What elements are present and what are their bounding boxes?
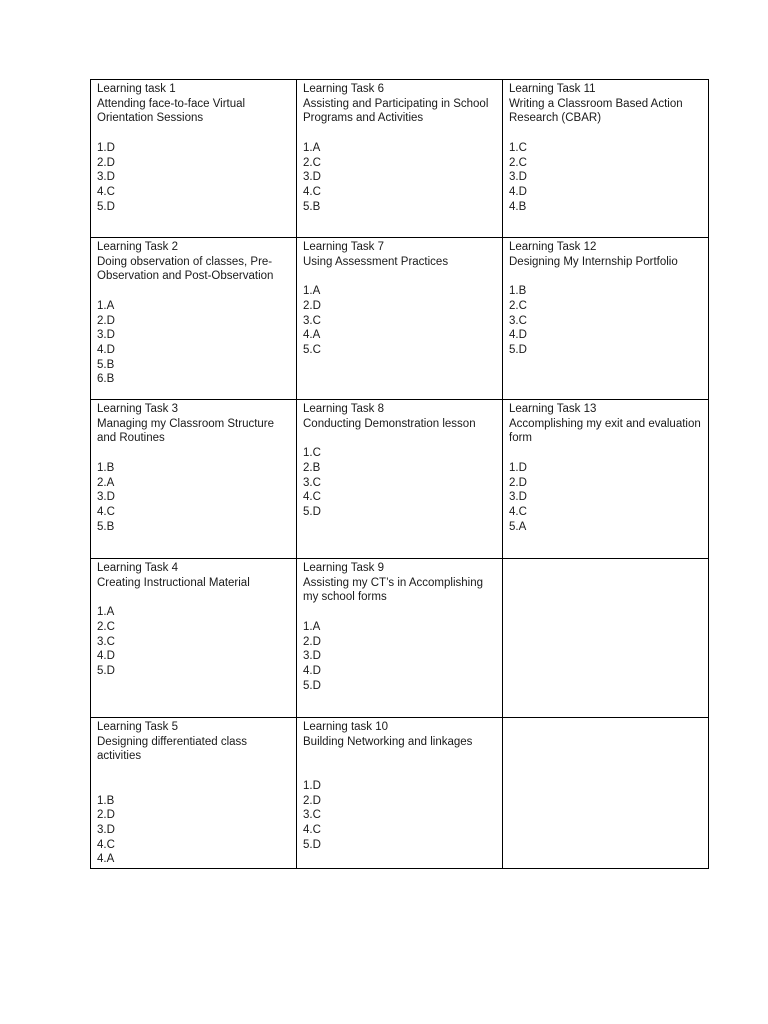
- learning-task-cell: [297, 80, 503, 238]
- answer-list: [509, 461, 702, 535]
- answer-list: [509, 141, 702, 215]
- answer-item: 5.D: [303, 838, 321, 851]
- answer-list: [97, 794, 290, 868]
- learning-task-cell: [297, 559, 503, 718]
- answer-item: 3.C: [509, 314, 527, 327]
- answer-item: 4.C: [97, 838, 115, 851]
- answer-item: 4.A: [303, 329, 321, 342]
- answer-item: 3.D: [303, 650, 321, 663]
- task-title: Learning Task 12: [509, 241, 597, 253]
- answer-item: 2.C: [509, 299, 527, 312]
- answer-item: 2.A: [97, 476, 115, 489]
- answer-key-table: [90, 79, 709, 869]
- answer-item: 3.D: [97, 329, 115, 342]
- learning-task-cell: [503, 400, 709, 559]
- task-title: Learning task 10: [303, 721, 389, 733]
- answer-item: 2.B: [303, 461, 321, 474]
- answer-item: 2.D: [303, 299, 321, 312]
- answer-item: 3.C: [97, 635, 115, 648]
- task-description: Conducting Demonstration lesson: [303, 417, 476, 430]
- answer-item: 4.A: [97, 853, 115, 866]
- answer-item: 2.D: [303, 794, 321, 807]
- answer-item: 1.D: [303, 779, 321, 792]
- answer-item: 5.B: [303, 200, 321, 213]
- answer-item: 5.D: [303, 679, 321, 692]
- task-title: Learning Task 2: [97, 241, 178, 253]
- answer-list: [97, 141, 290, 215]
- task-title: Learning task 1: [97, 83, 176, 95]
- task-title: Learning Task 4: [97, 562, 178, 574]
- answer-item: 3.D: [97, 823, 115, 836]
- task-description: Assisting and Participating in School Programs and Activities: [303, 97, 489, 125]
- task-description: Designing My Internship Portfolio: [509, 255, 678, 268]
- answer-item: 4.B: [509, 200, 527, 213]
- answer-item: 4.D: [97, 343, 115, 356]
- answer-list: [303, 284, 496, 358]
- task-description: Assisting my CT’s in Accomplishing my school forms: [303, 576, 484, 604]
- answer-item: 3.D: [97, 171, 115, 184]
- task-title: Learning Task 6: [303, 83, 384, 95]
- task-title: Learning Task 13: [509, 403, 597, 415]
- learning-task-cell: [91, 80, 297, 238]
- answer-item: 2.D: [509, 476, 527, 489]
- answer-item: 5.A: [509, 520, 527, 533]
- learning-task-cell: [91, 559, 297, 718]
- answer-item: 1.A: [97, 606, 115, 619]
- answer-item: 5.C: [303, 343, 321, 356]
- answer-list: [97, 299, 290, 387]
- answer-item: 1.C: [509, 141, 527, 154]
- task-title: Learning Task 5: [97, 721, 178, 733]
- task-description: Using Assessment Practices: [303, 255, 449, 268]
- answer-item: 2.C: [97, 620, 115, 633]
- answer-item: 1.A: [97, 299, 115, 312]
- task-description: Creating Instructional Material: [97, 576, 250, 589]
- table-row: [91, 718, 709, 869]
- answer-item: 4.D: [509, 185, 527, 198]
- answer-item: 2.D: [97, 809, 115, 822]
- answer-item: 5.D: [97, 664, 115, 677]
- answer-list: [303, 141, 496, 215]
- task-title: Learning Task 3: [97, 403, 178, 415]
- answer-item: 1.D: [97, 141, 115, 154]
- answer-item: 3.C: [303, 476, 321, 489]
- empty-cell: [503, 718, 709, 869]
- answer-item: 2.C: [303, 156, 321, 169]
- answer-item: 4.C: [303, 823, 321, 836]
- answer-list: [509, 284, 702, 358]
- answer-item: 3.D: [97, 491, 115, 504]
- answer-item: 2.C: [509, 156, 527, 169]
- answer-item: 5.D: [303, 505, 321, 518]
- answer-item: 2.D: [303, 635, 321, 648]
- learning-task-cell: [297, 238, 503, 400]
- task-description: Building Networking and linkages: [303, 735, 473, 748]
- answer-item: 1.A: [303, 141, 321, 154]
- table-row: [91, 80, 709, 238]
- answer-item: 1.C: [303, 447, 321, 460]
- answer-list: [303, 779, 496, 853]
- answer-item: 1.D: [509, 461, 527, 474]
- answer-item: 4.C: [97, 505, 115, 518]
- answer-item: 4.C: [303, 491, 321, 504]
- answer-item: 5.B: [97, 358, 115, 371]
- task-description: Doing observation of classes, Pre-Observation and Post-Observation: [97, 255, 274, 283]
- task-description: Attending face-to-face Virtual Orientation Sessions: [97, 97, 246, 125]
- answer-item: 2.D: [97, 156, 115, 169]
- answer-item: 1.B: [97, 794, 115, 807]
- answer-item: 3.D: [509, 171, 527, 184]
- answer-list: [303, 620, 496, 694]
- answer-item: 5.D: [509, 343, 527, 356]
- answer-list: [97, 605, 290, 679]
- answer-item: 4.C: [509, 505, 527, 518]
- learning-task-cell: [297, 400, 503, 559]
- task-title: Learning Task 7: [303, 241, 384, 253]
- table-row: [91, 559, 709, 718]
- learning-task-cell: [91, 718, 297, 869]
- answer-item: 4.C: [97, 185, 115, 198]
- learning-task-cell: [91, 400, 297, 559]
- answer-item: 4.D: [509, 329, 527, 342]
- learning-task-cell: [503, 238, 709, 400]
- table-row: [91, 238, 709, 400]
- task-title: Learning Task 9: [303, 562, 384, 574]
- answer-item: 1.A: [303, 620, 321, 633]
- answer-list: [97, 461, 290, 535]
- task-description: Accomplishing my exit and evaluation form: [509, 417, 701, 445]
- answer-item: 1.A: [303, 285, 321, 298]
- learning-task-cell: [297, 718, 503, 869]
- answer-item: 2.D: [97, 314, 115, 327]
- answer-item: 3.D: [509, 491, 527, 504]
- learning-task-cell: [503, 80, 709, 238]
- answer-item: 5.B: [97, 520, 115, 533]
- answer-item: 3.C: [303, 314, 321, 327]
- table-row: [91, 400, 709, 559]
- answer-item: 3.C: [303, 809, 321, 822]
- answer-list: [303, 446, 496, 520]
- task-description: Managing my Classroom Structure and Routines: [97, 417, 275, 445]
- answer-item: 6.B: [97, 373, 115, 386]
- learning-task-cell: [91, 238, 297, 400]
- empty-cell: [503, 559, 709, 718]
- task-title: Learning Task 8: [303, 403, 384, 415]
- task-title: Learning Task 11: [509, 83, 596, 95]
- task-description: Writing a Classroom Based Action Research (CBAR): [509, 97, 683, 125]
- answer-item: 1.B: [509, 285, 527, 298]
- answer-item: 3.D: [303, 171, 321, 184]
- answer-item: 5.D: [97, 200, 115, 213]
- answer-item: 4.D: [97, 650, 115, 663]
- answer-item: 1.B: [97, 461, 115, 474]
- task-description: Designing differentiated class activities: [97, 735, 248, 763]
- answer-item: 4.C: [303, 185, 321, 198]
- answer-item: 4.D: [303, 664, 321, 677]
